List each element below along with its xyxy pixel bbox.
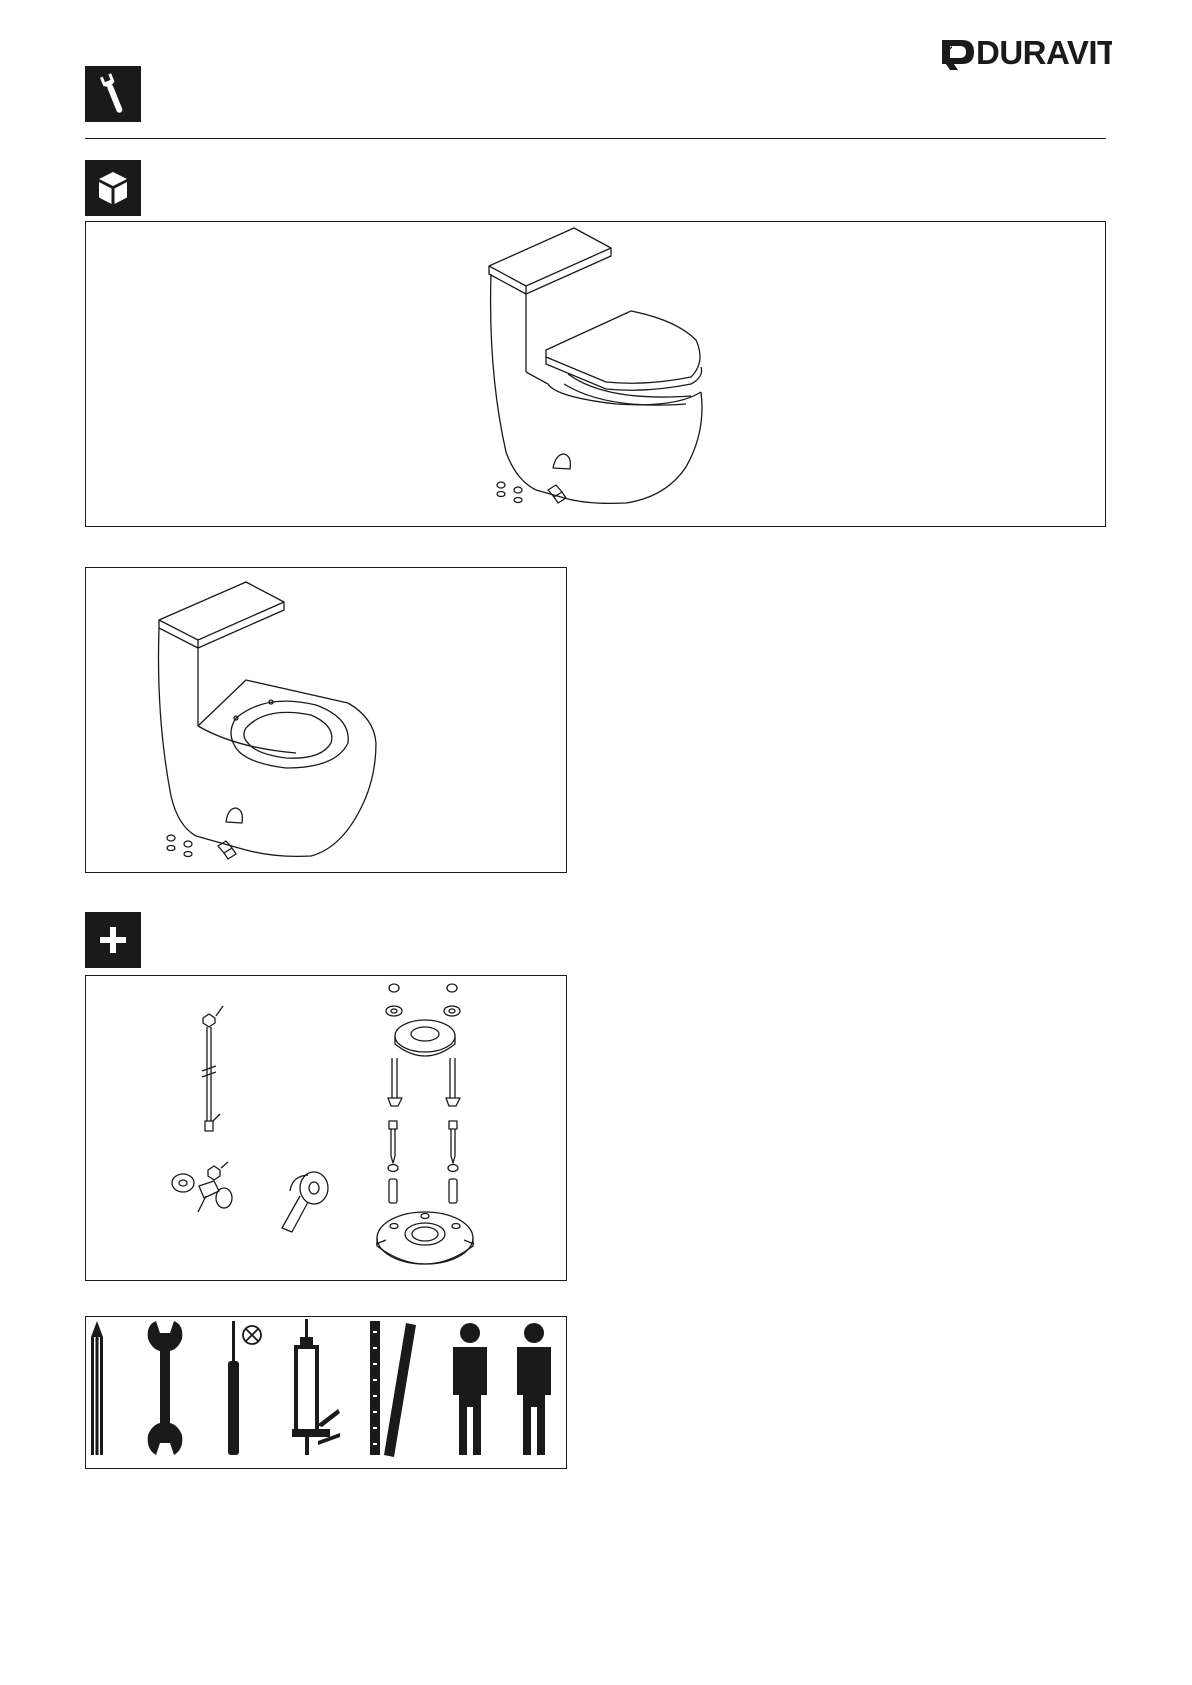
accessories-illustration — [86, 976, 568, 1282]
accessories-section-icon — [85, 912, 141, 968]
wrench-icon — [85, 66, 141, 122]
plus-icon — [85, 912, 141, 968]
person-icon — [453, 1323, 487, 1455]
long-bolt-icon — [388, 1058, 460, 1106]
angle-valve-icon — [172, 1162, 232, 1212]
wall-plug-icon — [389, 1179, 457, 1203]
wrench-section-icon — [85, 66, 141, 122]
logo-wordmark: DURAVIT — [976, 34, 1112, 71]
folding-ruler-icon — [370, 1321, 416, 1457]
sealing-tape-icon — [282, 1172, 328, 1232]
washer-icon — [386, 1006, 460, 1016]
toilet-without-seat-panel — [85, 567, 567, 873]
toilet-with-seat-illustration — [86, 222, 1107, 528]
scope-of-delivery-panel — [85, 221, 1106, 527]
open-end-wrench-icon — [148, 1321, 183, 1455]
header-rule — [85, 138, 1106, 139]
accessories-panel — [85, 975, 567, 1281]
flange-seal-icon — [395, 1020, 455, 1056]
person-icon — [517, 1323, 551, 1455]
tools-required-panel — [85, 1316, 567, 1469]
caulking-gun-icon — [292, 1319, 340, 1455]
screw-icon — [389, 1121, 457, 1163]
duravit-logo — [940, 34, 1112, 72]
cross-screwdriver-icon — [228, 1321, 261, 1455]
scope-of-delivery-section-icon — [85, 160, 141, 216]
supply-hose-icon — [202, 1006, 223, 1131]
pencil-icon — [91, 1321, 103, 1455]
floor-flange-icon — [376, 1212, 474, 1264]
tools-required-illustration — [86, 1317, 568, 1470]
package-box-icon — [85, 160, 141, 216]
nut-icon — [389, 984, 457, 992]
toilet-without-seat-illustration — [86, 568, 568, 874]
